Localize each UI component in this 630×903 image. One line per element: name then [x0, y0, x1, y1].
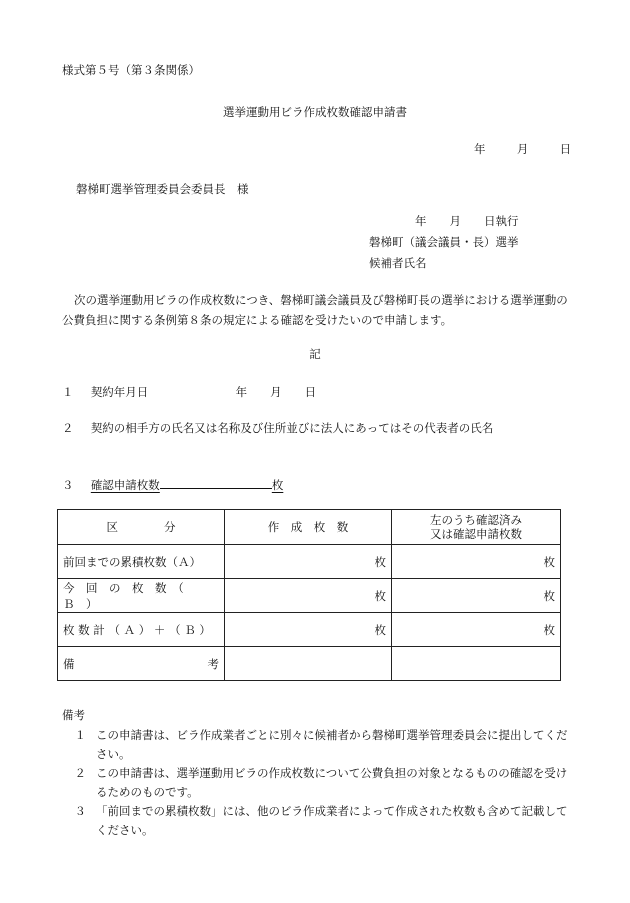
item3-unit: 枚	[271, 478, 284, 492]
note3-number: ３	[74, 804, 86, 818]
item1-label: 契約年月日	[90, 385, 149, 399]
remarks-right: 考	[207, 656, 219, 671]
ki-heading: 記	[309, 347, 321, 361]
note1-text: この申請書は、ビラ作成業者ごとに別々に候補者から磐梯町選挙管理委員会に提出してください。	[96, 728, 568, 761]
header-created-count: 作 成 枚 数	[225, 510, 392, 545]
item-contractor	[62, 420, 493, 436]
form-number: 様式第５号（第３条関係）	[62, 63, 200, 77]
cell-remarks-confirmed[interactable]	[392, 647, 561, 681]
list-item	[62, 764, 572, 802]
table-row	[58, 579, 561, 613]
table-header-row	[58, 510, 561, 545]
body-text: 次の選挙運動用ビラの作成枚数につき、磐梯町議会議員及び磐梯町長の選挙における選挙運動の公費負担に関する条例第８条の規定による確認を受けたいので申請します。	[62, 293, 568, 327]
execution-date: 年 月 日執行	[415, 214, 519, 228]
cell-current-created[interactable]: 枚	[225, 579, 392, 613]
row-label-current: 今 回 の 枚 数 （ Ｂ ）	[58, 579, 225, 613]
cell-previous-created[interactable]: 枚	[225, 545, 392, 579]
addressee: 磐梯町選挙管理委員会委員長 様	[76, 182, 249, 196]
cell-total-created[interactable]: 枚	[225, 613, 392, 647]
cell-previous-confirmed[interactable]: 枚	[392, 545, 561, 579]
header-confirmed-line2: 又は確認申請枚数	[430, 527, 522, 541]
note3-text: 「前回までの累積枚数」には、他のビラ作成業者によって作成された枚数も含めて記載してください。	[96, 804, 568, 837]
candidate-name-label: 候補者氏名	[369, 256, 427, 270]
document-title: 選挙運動用ビラ作成枚数確認申請書	[223, 105, 407, 119]
election-name: 磐梯町（議会議員・長）選挙	[369, 235, 519, 249]
header-confirmed-line1: 左のうち確認済み	[430, 513, 522, 527]
list-item	[62, 726, 572, 764]
item2-label: 契約の相手方の氏名又は名称及び住所並びに法人にあってはその代表者の氏名	[90, 421, 494, 435]
row-label-total: 枚 数 計 （ Ａ ） ＋ （ Ｂ ）	[58, 613, 225, 647]
table-row	[58, 647, 561, 681]
row-label-previous: 前回までの累積枚数（Ａ）	[58, 545, 225, 579]
date-day: 日	[559, 142, 572, 156]
date-month: 月	[516, 142, 529, 156]
item3-label: 確認申請枚数	[90, 478, 160, 492]
row-label-remarks	[58, 647, 225, 681]
note1-number: １	[74, 728, 86, 742]
cell-current-confirmed[interactable]: 枚	[392, 579, 561, 613]
item3-number: ３	[62, 478, 74, 492]
table-row	[58, 545, 561, 579]
item1-number: １	[62, 385, 74, 399]
item3-blank[interactable]	[160, 476, 272, 489]
list-item	[62, 802, 572, 840]
header-category: 区 分	[58, 510, 225, 545]
note2-number: ２	[74, 766, 86, 780]
item-contract-date	[62, 384, 316, 400]
table-row	[58, 613, 561, 647]
note2-text: この申請書は、選挙運動用ビラの作成枚数について公費負担の対象となるものの確認を受けるためのものです。	[96, 766, 568, 799]
notes-list	[62, 726, 572, 840]
date-year: 年	[474, 142, 486, 156]
item1-date: 年 月 日	[235, 385, 317, 399]
cell-total-confirmed[interactable]: 枚	[392, 613, 561, 647]
remarks-left: 備	[63, 656, 75, 671]
count-table	[57, 509, 561, 681]
notes-heading: 備考	[62, 708, 85, 722]
application-date	[474, 141, 571, 157]
header-confirmed-count	[392, 510, 561, 545]
cell-remarks-created[interactable]	[225, 647, 392, 681]
item-requested-count	[62, 476, 283, 493]
item2-number: ２	[62, 421, 74, 435]
